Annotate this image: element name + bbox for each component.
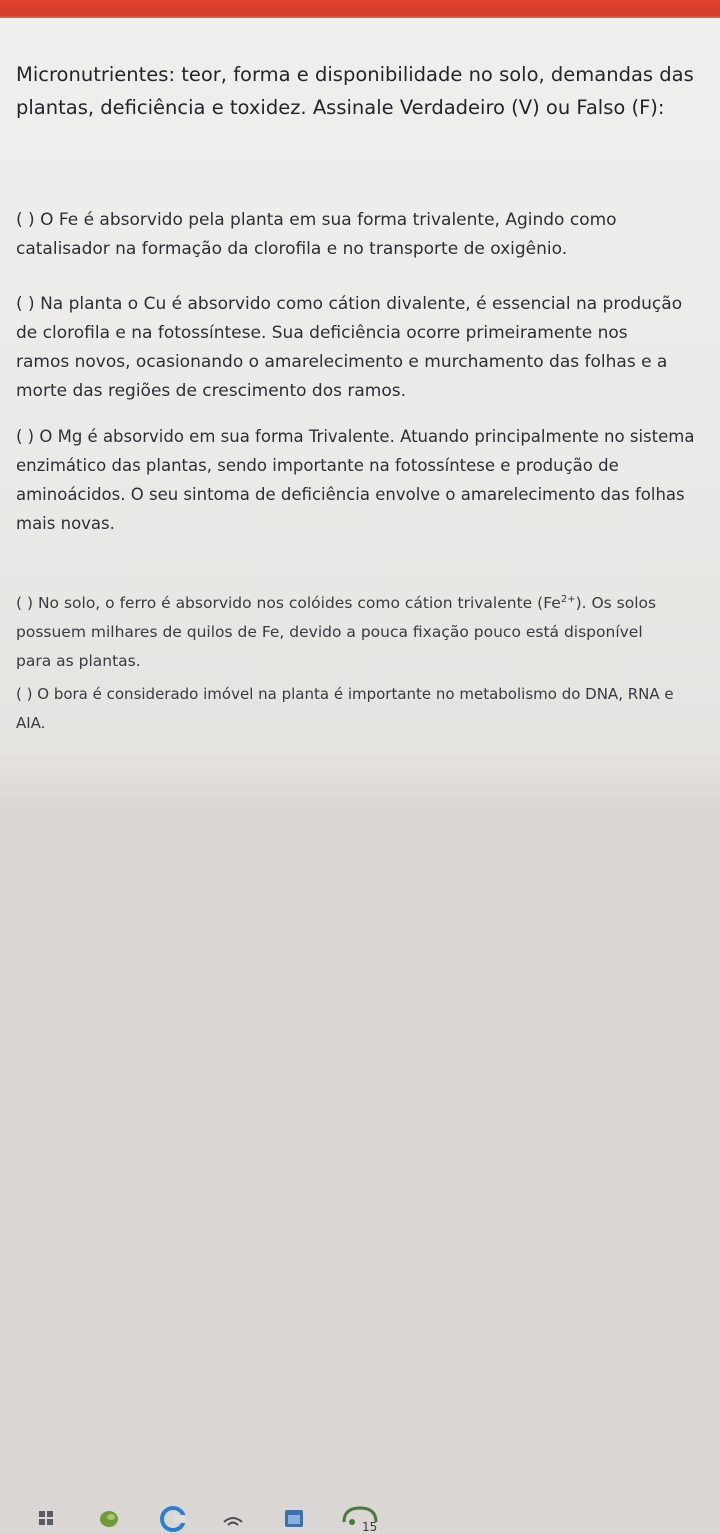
formula-charge: 2+ [560,594,576,605]
statement-3: ( ) O Mg é absorvido em sua forma Trivalente. Atuando principalmente no sistema enzimático das plantas, sendo importante na fotossíntese e produção de aminoácidos. O seu sintoma de deficiência envolve o amarelecimento das folhas mais novas. [16,427,695,533]
statement-4-text: ( ) No solo, o ferro é absorvido nos colóides como cátion trivalente [16,594,533,613]
formula-fe: ($Fe^{2+}$ [537,594,576,613]
statement-4 [16,585,676,676]
taskbar [0,748,720,1534]
paint-icon[interactable] [98,1508,120,1530]
statement-2: ( ) Na planta o Cu é absorvido como cátion divalente, é essencial na produção de clorofila e na fotossíntese. Sua deficiência ocorre primeiramente nos ramos novos, ocasionando o amarelecimento e murchamento das folhas e a morte das regiões de crescimento dos ramos. [16,294,683,401]
document-photo [0,18,720,821]
statement-5: ( ) O bora é considerado imóvel na planta é importante no metabolismo do DNA, RNA e AIA. [16,685,674,732]
browser-icon[interactable] [160,1506,186,1532]
wifi-icon[interactable] [222,1512,244,1528]
question-block [16,58,706,732]
calendar-icon[interactable] [284,1508,304,1528]
statement-4-rest: ). Os solos possuem milhares de quilos de Fe, devido a pouca fixação pouco está disponível para as plantas. [16,594,657,671]
notification-badge: 15 [362,1520,378,1534]
statement-1: ( ) O Fe é absorvido pela planta em sua forma trivalente, Agindo como catalisador na formação da clorofila e no transporte de oxigênio. [16,210,617,259]
grid-icon[interactable] [38,1510,54,1526]
question-title: Micronutrientes: teor, forma e disponibilidade no solo, demandas das plantas, deficiência e toxidez. Assinale Verdadeiro (V) ou Falso (F): [16,63,694,119]
